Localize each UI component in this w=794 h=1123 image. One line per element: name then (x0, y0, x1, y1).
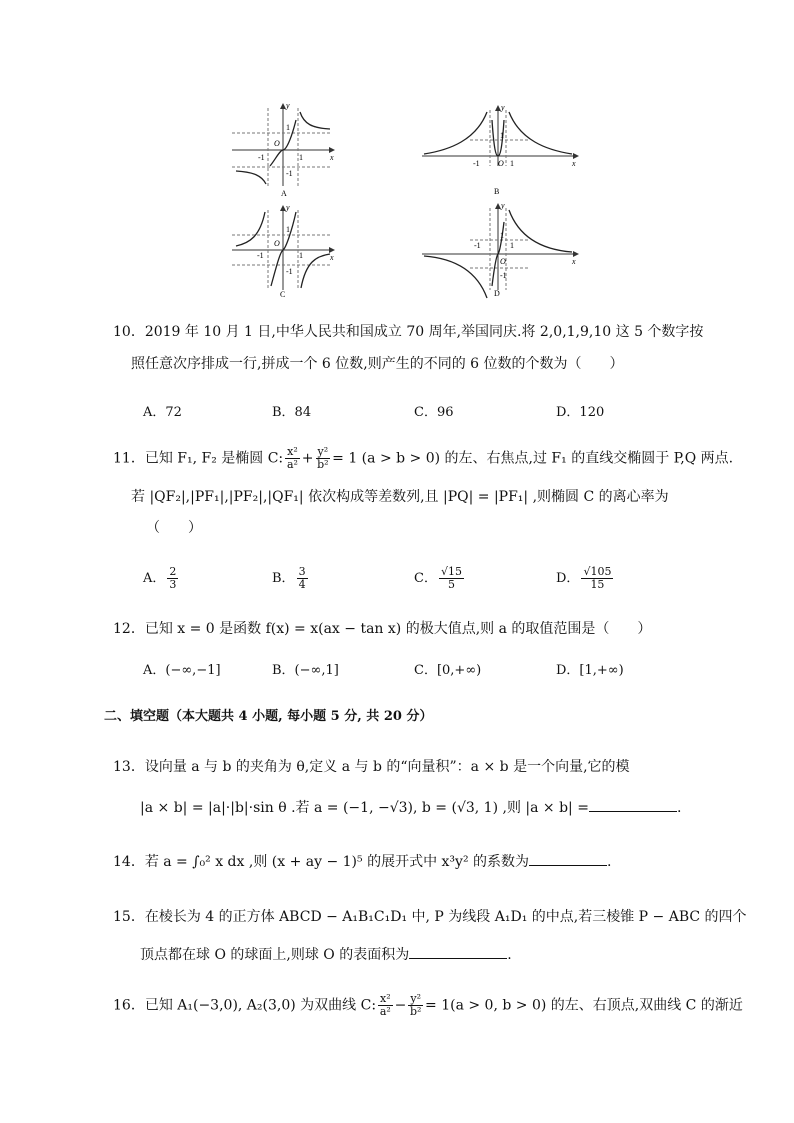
graph-c-y1: 1 (286, 225, 290, 234)
graph-b-y1: 1 (500, 131, 504, 140)
graph-a-origin: O (274, 139, 280, 148)
graph-a-y1: 1 (286, 123, 290, 132)
q13-line2: |a × b| = |a|·|b|·sin θ .若 a = (−1, −√3), b = (√3, 1) ,则 |a × b| = . (140, 800, 682, 816)
q15-line1: 15．在棱长为 4 的正方体 ABCD − A₁B₁C₁D₁ 中, P 为线段 A₁D₁ 的中点,若三棱锥 P − ABC 的四个 (113, 909, 747, 925)
graph-c-yneg: -1 (286, 267, 293, 276)
graph-c-tick-neg: -1 (257, 251, 264, 260)
graph-a-letter: A (281, 189, 287, 198)
graph-a-tick-pos: 1 (299, 153, 303, 162)
q11-option-d: D． $\frac{√105}{15}$ (556, 565, 612, 591)
graph-d (422, 201, 578, 298)
q12-line1: 12．已知 x = 0 是函数 f(x) = x(ax − tan x) 的极大值点,则 a 的取值范围是（ ） (113, 621, 652, 637)
q11-line3: （ ） (146, 520, 202, 536)
graph-b-letter: B (494, 187, 500, 196)
graph-c-letter: C (280, 290, 286, 299)
graph-c-ylabel: y (286, 203, 290, 212)
graph-d-origin: O (500, 257, 506, 266)
graph-d-xlabel: x (572, 257, 576, 266)
q11-intro: 11．已知 F₁, F₂ 是椭圆 C: (113, 450, 284, 467)
q10-option-d: D．120 (556, 405, 605, 420)
q14-line1: 14．若 a = ∫₀² x dx ,则 (x + ay − 1)⁵ 的展开式中 x³y² 的系数为 . (113, 854, 612, 870)
graph-b-origin: O (498, 159, 504, 168)
q15-answer-blank[interactable] (409, 958, 507, 959)
graph-c-origin: O (274, 239, 280, 248)
q10-option-c: C．96 (414, 405, 454, 420)
q13-line1: 13．设向量 a 与 b 的夹角为 θ,定义 a 与 b 的“向量积”：a × b 是一个向量,它的模 (113, 759, 630, 775)
q11-rest: = 1 (a > b > 0) 的左、右焦点,过 F₁ 的直线交椭圆于 P,Q 两点. (332, 450, 734, 467)
function-graphs-figure (0, 0, 794, 300)
q16-line1: 16．已知 A₁(−3,0), A₂(3,0) 为双曲线 C: $\frac{\text{x²}}{\text{a²}}$ − $\frac{\text{y²}}{\text{b²}}$ = 1(a > 0, b > 0) 的左、右顶点,双曲线 C 的渐近 (113, 992, 743, 1018)
q14-answer-blank[interactable] (529, 865, 607, 866)
graph-c (232, 203, 334, 299)
graph-b (422, 103, 578, 196)
graph-c-tick-pos: 1 (299, 251, 303, 260)
graph-a (232, 101, 334, 198)
graph-d-ylabel: y (501, 201, 505, 210)
graph-a-yneg: -1 (286, 169, 293, 178)
graph-d-tick-pos: 1 (510, 241, 514, 250)
q16-frac-y: $\frac{\text{y²}}{\text{b²}}$ (409, 992, 422, 1018)
graph-a-xlabel: x (330, 153, 334, 162)
graph-d-y1: 1 (500, 231, 504, 240)
graph-d-letter: D (494, 289, 500, 298)
q11-frac-x: $\frac{\text{x²}}{\text{a²}}$ (286, 445, 298, 471)
q11-plus: + (301, 450, 314, 467)
graph-d-yneg: -1 (500, 271, 507, 280)
q11-line2: 若 |QF₂|,|PF₁|,|PF₂|,|QF₁| 依次构成等差数列,且 |PQ| = |PF₁| ,则椭圆 C 的离心率为 (131, 489, 669, 505)
graph-b-tick-pos: 1 (510, 159, 514, 168)
q10-line1: 10．2019 年 10 月 1 日,中华人民共和国成立 70 周年,举国同庆.将 2,0,1,9,10 这 5 个数字按 (113, 324, 704, 340)
q12-option-a: A．(−∞,−1] (143, 663, 221, 678)
q13-answer-blank[interactable] (589, 811, 677, 812)
graph-b-xlabel: x (572, 159, 576, 168)
graph-b-ylabel: y (501, 103, 505, 112)
q16-frac-x: $\frac{\text{x²}}{\text{a²}}$ (379, 992, 391, 1018)
q11-frac-y: $\frac{\text{y²}}{\text{b²}}$ (317, 445, 329, 471)
graph-c-xlabel: x (330, 253, 334, 262)
q12-option-c: C．[0,+∞) (414, 663, 482, 678)
q10-option-a: A．72 (143, 405, 182, 420)
graph-b-tick-neg: -1 (473, 159, 480, 168)
q11-option-a: A． $\frac{2}{3}$ (143, 565, 177, 591)
graph-a-ylabel: y (286, 101, 290, 110)
q12-option-b: B．(−∞,1] (272, 663, 339, 678)
q11-line1 (113, 446, 733, 471)
q12-option-d: D．[1,+∞) (556, 663, 624, 678)
q10-option-b: B．84 (272, 405, 312, 420)
graph-a-tick-neg: -1 (258, 153, 265, 162)
q11-option-b: B． $\frac{3}{4}$ (272, 565, 306, 591)
q10-line2: 照任意次序排成一行,拼成一个 6 位数,则产生的不同的 6 位数的个数为（ ） (131, 356, 624, 372)
section-heading: 二、填空题（本大题共 4 小题, 每小题 5 分, 共 20 分） (104, 709, 433, 724)
q11-option-c: C． $\frac{√15}{5}$ (414, 565, 462, 591)
graph-d-tick-neg: -1 (474, 241, 481, 250)
q15-line2: 顶点都在球 O 的球面上,则球 O 的表面积为 . (140, 947, 512, 963)
